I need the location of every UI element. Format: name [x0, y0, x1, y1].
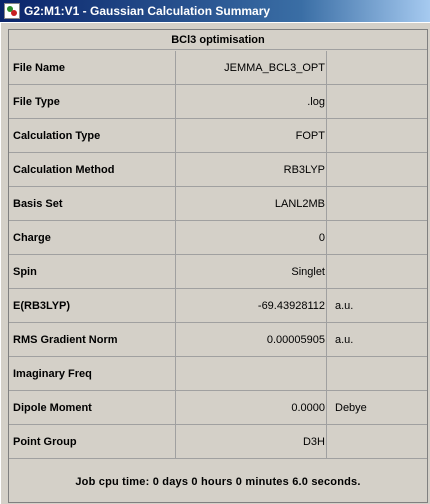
row-label: Spin — [9, 255, 176, 288]
summary-table — [9, 51, 427, 459]
window-title: G2:M1:V1 - Gaussian Calculation Summary — [24, 4, 271, 18]
row-label: Calculation Method — [9, 153, 176, 186]
row-label: File Type — [9, 85, 176, 118]
row-label: Imaginary Freq — [9, 357, 176, 390]
title-bar[interactable] — [0, 0, 430, 22]
row-calculation-method — [9, 153, 427, 187]
row-imaginary-freq — [9, 357, 427, 391]
row-value: .log — [176, 85, 327, 118]
row-point-group — [9, 425, 427, 459]
row-label: Dipole Moment — [9, 391, 176, 424]
row-unit — [327, 85, 427, 118]
row-value: JEMMA_BCL3_OPT — [176, 51, 327, 84]
row-unit: a.u. — [335, 333, 354, 346]
row-basis-set — [9, 187, 427, 221]
row-label: Point Group — [9, 425, 176, 458]
row-charge — [9, 221, 427, 255]
row-unit: a.u. — [335, 299, 354, 312]
row-unit — [327, 153, 427, 186]
row-value: -69.43928112 — [176, 289, 327, 322]
summary-heading: BCl3 optimisation — [9, 30, 427, 50]
gaussview-app-icon[interactable] — [4, 3, 20, 19]
row-value: Singlet — [176, 255, 327, 288]
row-file-type — [9, 85, 427, 119]
window-body — [0, 22, 430, 504]
row-value — [176, 357, 327, 390]
row-value: FOPT — [176, 119, 327, 152]
row-label: E(RB3LYP) — [9, 289, 176, 322]
row-energy — [9, 289, 427, 323]
row-label: Basis Set — [9, 187, 176, 220]
summary-panel — [8, 29, 428, 503]
row-unit — [327, 425, 427, 458]
row-label: RMS Gradient Norm — [9, 323, 176, 356]
row-unit — [327, 221, 427, 254]
row-value: LANL2MB — [176, 187, 327, 220]
row-value: RB3LYP — [176, 153, 327, 186]
row-value: D3H — [176, 425, 327, 458]
row-calculation-type — [9, 119, 427, 153]
row-label: Calculation Type — [9, 119, 176, 152]
row-value: 0 — [176, 221, 327, 254]
row-unit: Debye — [335, 401, 367, 414]
row-unit — [327, 119, 427, 152]
row-unit — [327, 357, 427, 390]
row-unit — [327, 51, 427, 84]
row-value: 0.0000 — [176, 391, 327, 424]
row-rms-gradient-norm — [9, 323, 427, 357]
row-spin — [9, 255, 427, 289]
row-dipole-moment — [9, 391, 427, 425]
row-file-name — [9, 51, 427, 85]
row-unit — [327, 255, 427, 288]
row-label: File Name — [9, 51, 176, 84]
row-unit — [327, 187, 427, 220]
row-value: 0.00005905 — [176, 323, 327, 356]
row-label: Charge — [9, 221, 176, 254]
job-cpu-time: Job cpu time: 0 days 0 hours 0 minutes 6.0 seconds. — [75, 476, 361, 488]
